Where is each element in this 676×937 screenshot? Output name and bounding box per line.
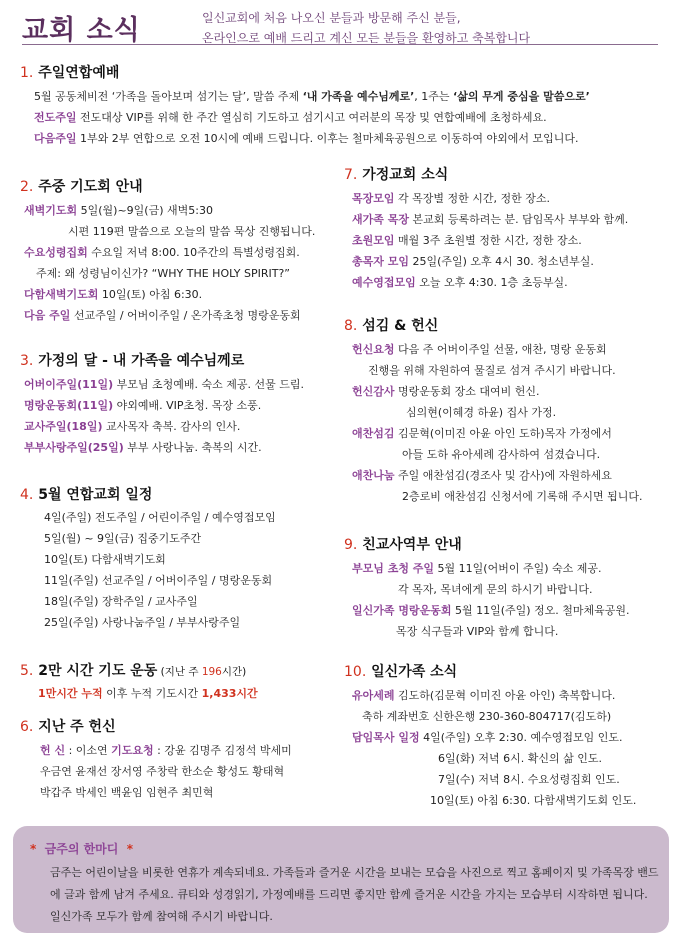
s7-line-2: 새가족 목장 본교회 등록하려는 분. 담임목사 부부와 함께. [352,213,629,226]
s7-line-3: 초원모임 매월 3주 초원별 정한 시간, 정한 장소. [352,234,582,247]
s2-line-1: 새벽기도회 5일(월)~9일(금) 새벽5:30 [24,204,213,217]
section-8-body [352,339,643,507]
welcome-message [202,8,530,48]
section-4-heading: 4. 5월 연합교회 일정 [20,487,153,503]
section-4-schedule [44,507,276,633]
section-5-body [38,683,258,704]
s1-line-3: 다음주일 1부와 2부 연합으로 오전 10시에 예배 드립니다. 이후는 철마체육공원으로 이동하여 야외에서 모입니다. [34,132,579,145]
s6-line-3: 박갑주 박세인 백윤임 임현주 최민혁 [40,786,214,799]
s2-line-3: 수요성령집회 수요일 저녁 8:00. 10주간의 특별성령집회. [24,246,300,259]
s8-line-6: 아들 도하 유아세례 감사하여 섬겼습니다. [402,448,601,461]
s8-line-8: 2층로비 애찬섬김 신청서에 기록해 주시면 됩니다. [402,490,643,503]
s1-line-2: 전도주일 전도대상 VIP를 위해 한 주간 열심히 기도하고 섬기시고 여러분의 목장 및 연합예배에 초청하세요. [34,111,547,124]
s9-line-2: 각 목자, 목녀에게 문의 하시기 바랍니다. [398,583,593,596]
section-6-heading: 6. 지난 주 헌신 [20,719,116,735]
s9-line-4: 목장 식구들과 VIP와 함께 합니다. [396,625,559,638]
section-1-heading: 1. 주일연합예배 [20,65,120,81]
section-7-heading: 7. 가정교회 소식 [344,167,449,183]
section-1-body [34,86,590,149]
s8-line-1: 헌신요청 다음 주 어버이주일 선물, 애찬, 명랑 운동회 [352,343,607,356]
s8-line-2: 진행을 위해 자원하여 물질로 섬겨 주시기 바랍니다. [368,364,616,377]
s9-line-3: 일신가족 명랑운동회 5월 11일(주일) 정오. 철마체육공원. [352,604,630,617]
section-2-heading: 2. 주중 기도회 안내 [20,179,143,195]
s10-line-6: 10일(토) 아침 6:30. 다함새벽기도회 인도. [430,794,637,807]
welcome-line-2: 온라인으로 예배 드리고 계신 모든 분들을 환영하고 축복합니다 [202,31,531,45]
section-8-heading: 8. 섬김 & 헌신 [344,318,439,334]
s10-line-5: 7일(수) 저녁 8시. 수요성령집회 인도. [438,773,620,786]
schedule-row: 11일(주일) 선교주일 / 어버이주일 / 명랑운동회 [44,574,273,587]
s10-line-3: 담임목사 일정 4일(주일) 오후 2:30. 예수영접모임 인도. [352,731,623,744]
schedule-row: 10일(토) 다함새벽기도회 [44,553,166,566]
schedule-row: 25일(주일) 사랑나눔주일 / 부부사랑주일 [44,616,241,629]
schedule-row: 5일(월) ~ 9일(금) 집중기도주간 [44,532,202,545]
weekly-message-text: 금주는 어린이날을 비롯한 연휴가 계속되네요. 가족들과 즐거운 시간을 보내는 모습을 사진으로 찍고 홈페이지 및 가족목장 밴드에 글과 함께 남겨 주세요. 큐티와 성경읽기, 가정예배를 드리면 좋지만 함께 즐거운 시간을 가지는 모습부터 시작하면 됩니다. 일신가족 모두가 함께 참여해 주시기 바랍니다. [50,866,659,923]
section-10-heading: 10. 일신가족 소식 [344,664,458,680]
section-3-heading: 3. 가정의 달 - 내 가족을 예수님께로 [20,353,245,369]
page-title: 교회 소식 [22,15,141,46]
section-9-heading: 9. 친교사역부 안내 [344,537,462,553]
s7-line-4: 총목자 모임 25일(주일) 오후 4시 30. 청소년부실. [352,255,594,268]
section-3-body [24,374,304,458]
s9-line-1: 부모님 초청 주일 5월 11일(어버이 주일) 숙소 제공. [352,562,602,575]
s8-line-4: 심의현(이혜경 하윤) 집사 가정. [406,406,557,419]
s10-line-2: 축하 계좌번호 신한은행 230-360-804717(김도하) [362,710,612,723]
s2-line-4: 주제: 왜 성령님이신가? “WHY THE HOLY SPIRIT?” [36,267,290,280]
s3-line-4: 부부사랑주일(25일) 부부 사랑나눔. 축복의 시간. [24,441,262,454]
section-2-body [24,200,315,326]
s1-line-1: 5월 공동체비전 ‘가족을 돌아보며 섬기는 달’, 말씀 주제 ‘내 가족을 예수님께로’, 1주는 ‘삶의 무게 중심을 말씀으로’ [34,90,590,103]
s2-line-5: 다함새벽기도회 10일(토) 아침 6:30. [24,288,203,301]
s10-line-4: 6일(화) 저녁 6시. 확신의 삶 인도. [438,752,602,765]
section-9-body [352,558,630,642]
s7-line-5: 예수영접모임 오늘 오후 4:30. 1층 초등부실. [352,276,568,289]
weekly-message-title: * 금주의 한마디 * [30,842,134,856]
s2-line-2: 시편 119편 말씀으로 오늘의 말씀 묵상 진행됩니다. [68,225,316,238]
s7-line-1: 목장모임 각 목장별 정한 시간, 정한 장소. [352,192,550,205]
s10-line-1: 유아세례 김도하(김문혁 이미진 아윤 아인) 축복합니다. [352,689,616,702]
s3-line-1: 어버이주일(11일) 부모님 초청예배. 숙소 제공. 선물 드림. [24,378,304,391]
s8-line-5: 애찬섬김 김문혁(이미진 아윤 아인 도하)목자 가정에서 [352,427,612,440]
section-5-heading: 5. 2만 시간 기도 운동 (지난 주 196시간) [20,663,247,679]
s5-line-1: 1만시간 누적 이후 누적 기도시간 1,433시간 [38,687,258,700]
s8-line-3: 헌신감사 명랑운동회 장소 대여비 헌신. [352,385,540,398]
s6-line-1: 헌 신 : 이소연 기도요청 : 강윤 김명주 김정석 박세미 [40,744,292,757]
section-6-body [40,740,292,803]
welcome-line-1: 일신교회에 처음 나오신 분들과 방문해 주신 분들, [202,11,461,25]
s2-line-6: 다음 주일 선교주일 / 어버이주일 / 온가족초청 명랑운동회 [24,309,301,322]
schedule-row: 18일(주일) 장학주일 / 교사주일 [44,595,198,608]
section-7-body [352,188,628,293]
header-divider [22,44,658,45]
s3-line-3: 교사주일(18일) 교사목자 축복. 감사의 인사. [24,420,241,433]
s8-line-7: 애찬나눔 주일 애찬섬김(경조사 및 감사)에 자원하세요 [352,469,612,482]
section-10-body [352,685,636,811]
s3-line-2: 명랑운동회(11일) 야외예배. VIP초청. 목장 소풍. [24,399,262,412]
s6-line-2: 우금연 윤재선 장서영 주창락 한소순 황성도 황태혁 [40,765,285,778]
schedule-row: 4일(주일) 전도주일 / 어린이주일 / 예수영접모임 [44,511,276,524]
